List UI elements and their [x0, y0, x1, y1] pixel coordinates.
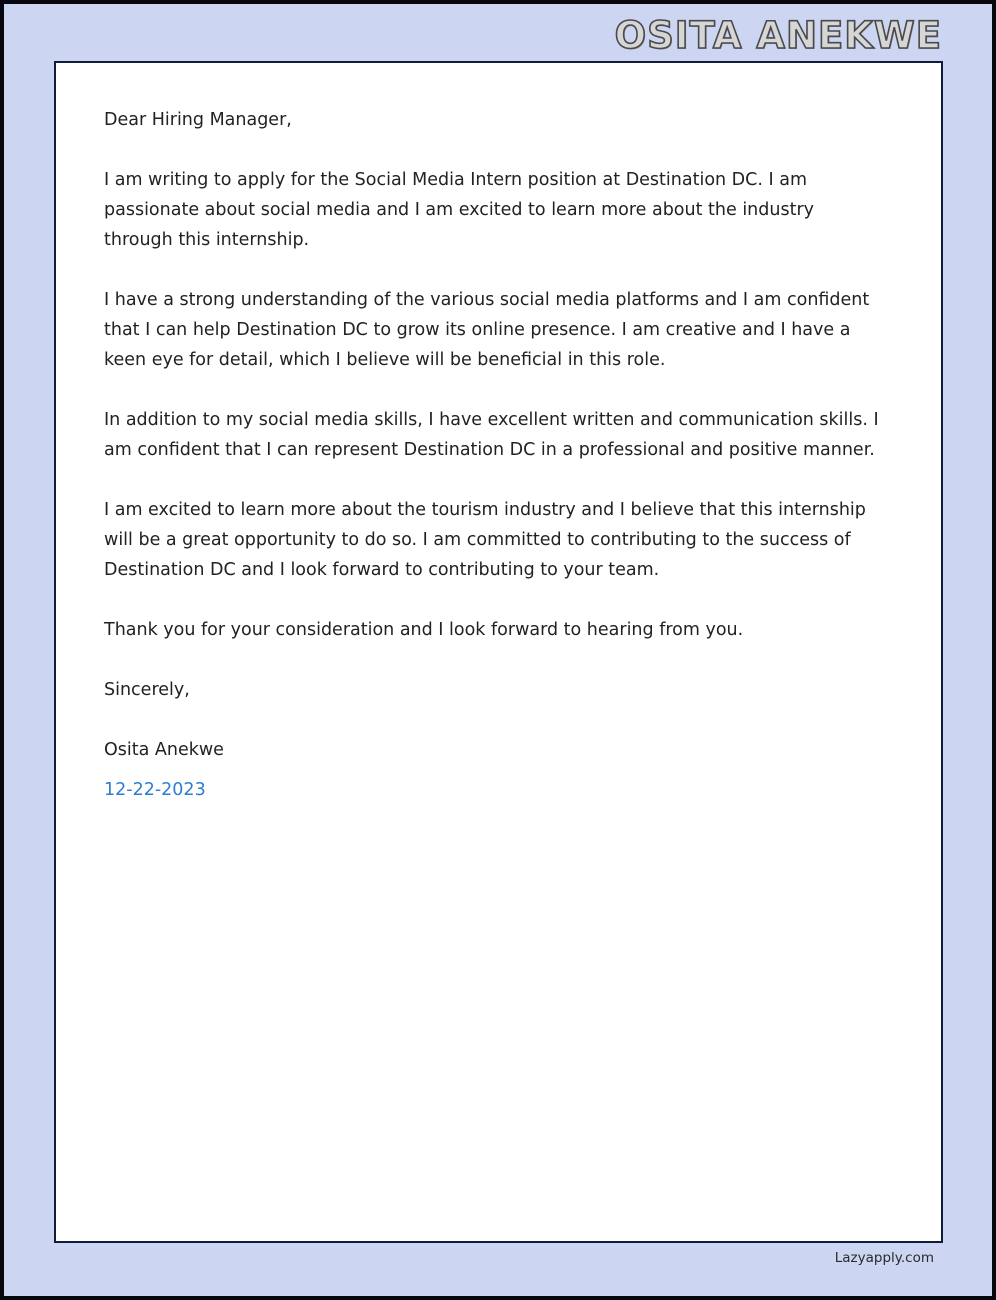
page-header [615, 12, 942, 58]
lazyapply-brand-link[interactable]: Lazyapply.com [834, 1250, 934, 1266]
letter-paragraph: In addition to my social media skills, I have excellent written and communication skills. I am confident that I can represent Destination DC in a professional and positive manner. [104, 410, 879, 460]
applicant-name-header: OSITA ANEKWE [614, 13, 942, 57]
letter-paragraph: Thank you for your consideration and I look forward to hearing from you. [104, 620, 744, 640]
closing-line: Sincerely, [104, 680, 190, 700]
letter-paragraph: I am excited to learn more about the tourism industry and I believe that this internship will be a great opportunity to do so. I am committed to contributing to the success of Destination DC and I look forward to contributing to your team. [104, 500, 866, 580]
signature-name: Osita Anekwe [104, 740, 224, 760]
letter-paragraph: I am writing to apply for the Social Media Intern position at Destination DC. I am passionate about social media and I am excited to learn more about the industry through this internship. [104, 170, 814, 250]
letter-paragraph: I have a strong understanding of the various social media platforms and I am confident that I can help Destination DC to grow its online presence. I am creative and I have a keen eye for detail, which I believe will be beneficial in this role. [104, 290, 870, 370]
greeting-line: Dear Hiring Manager, [104, 110, 292, 130]
cover-letter-page [54, 61, 943, 1243]
date-link[interactable]: 12-22-2023 [104, 780, 206, 800]
